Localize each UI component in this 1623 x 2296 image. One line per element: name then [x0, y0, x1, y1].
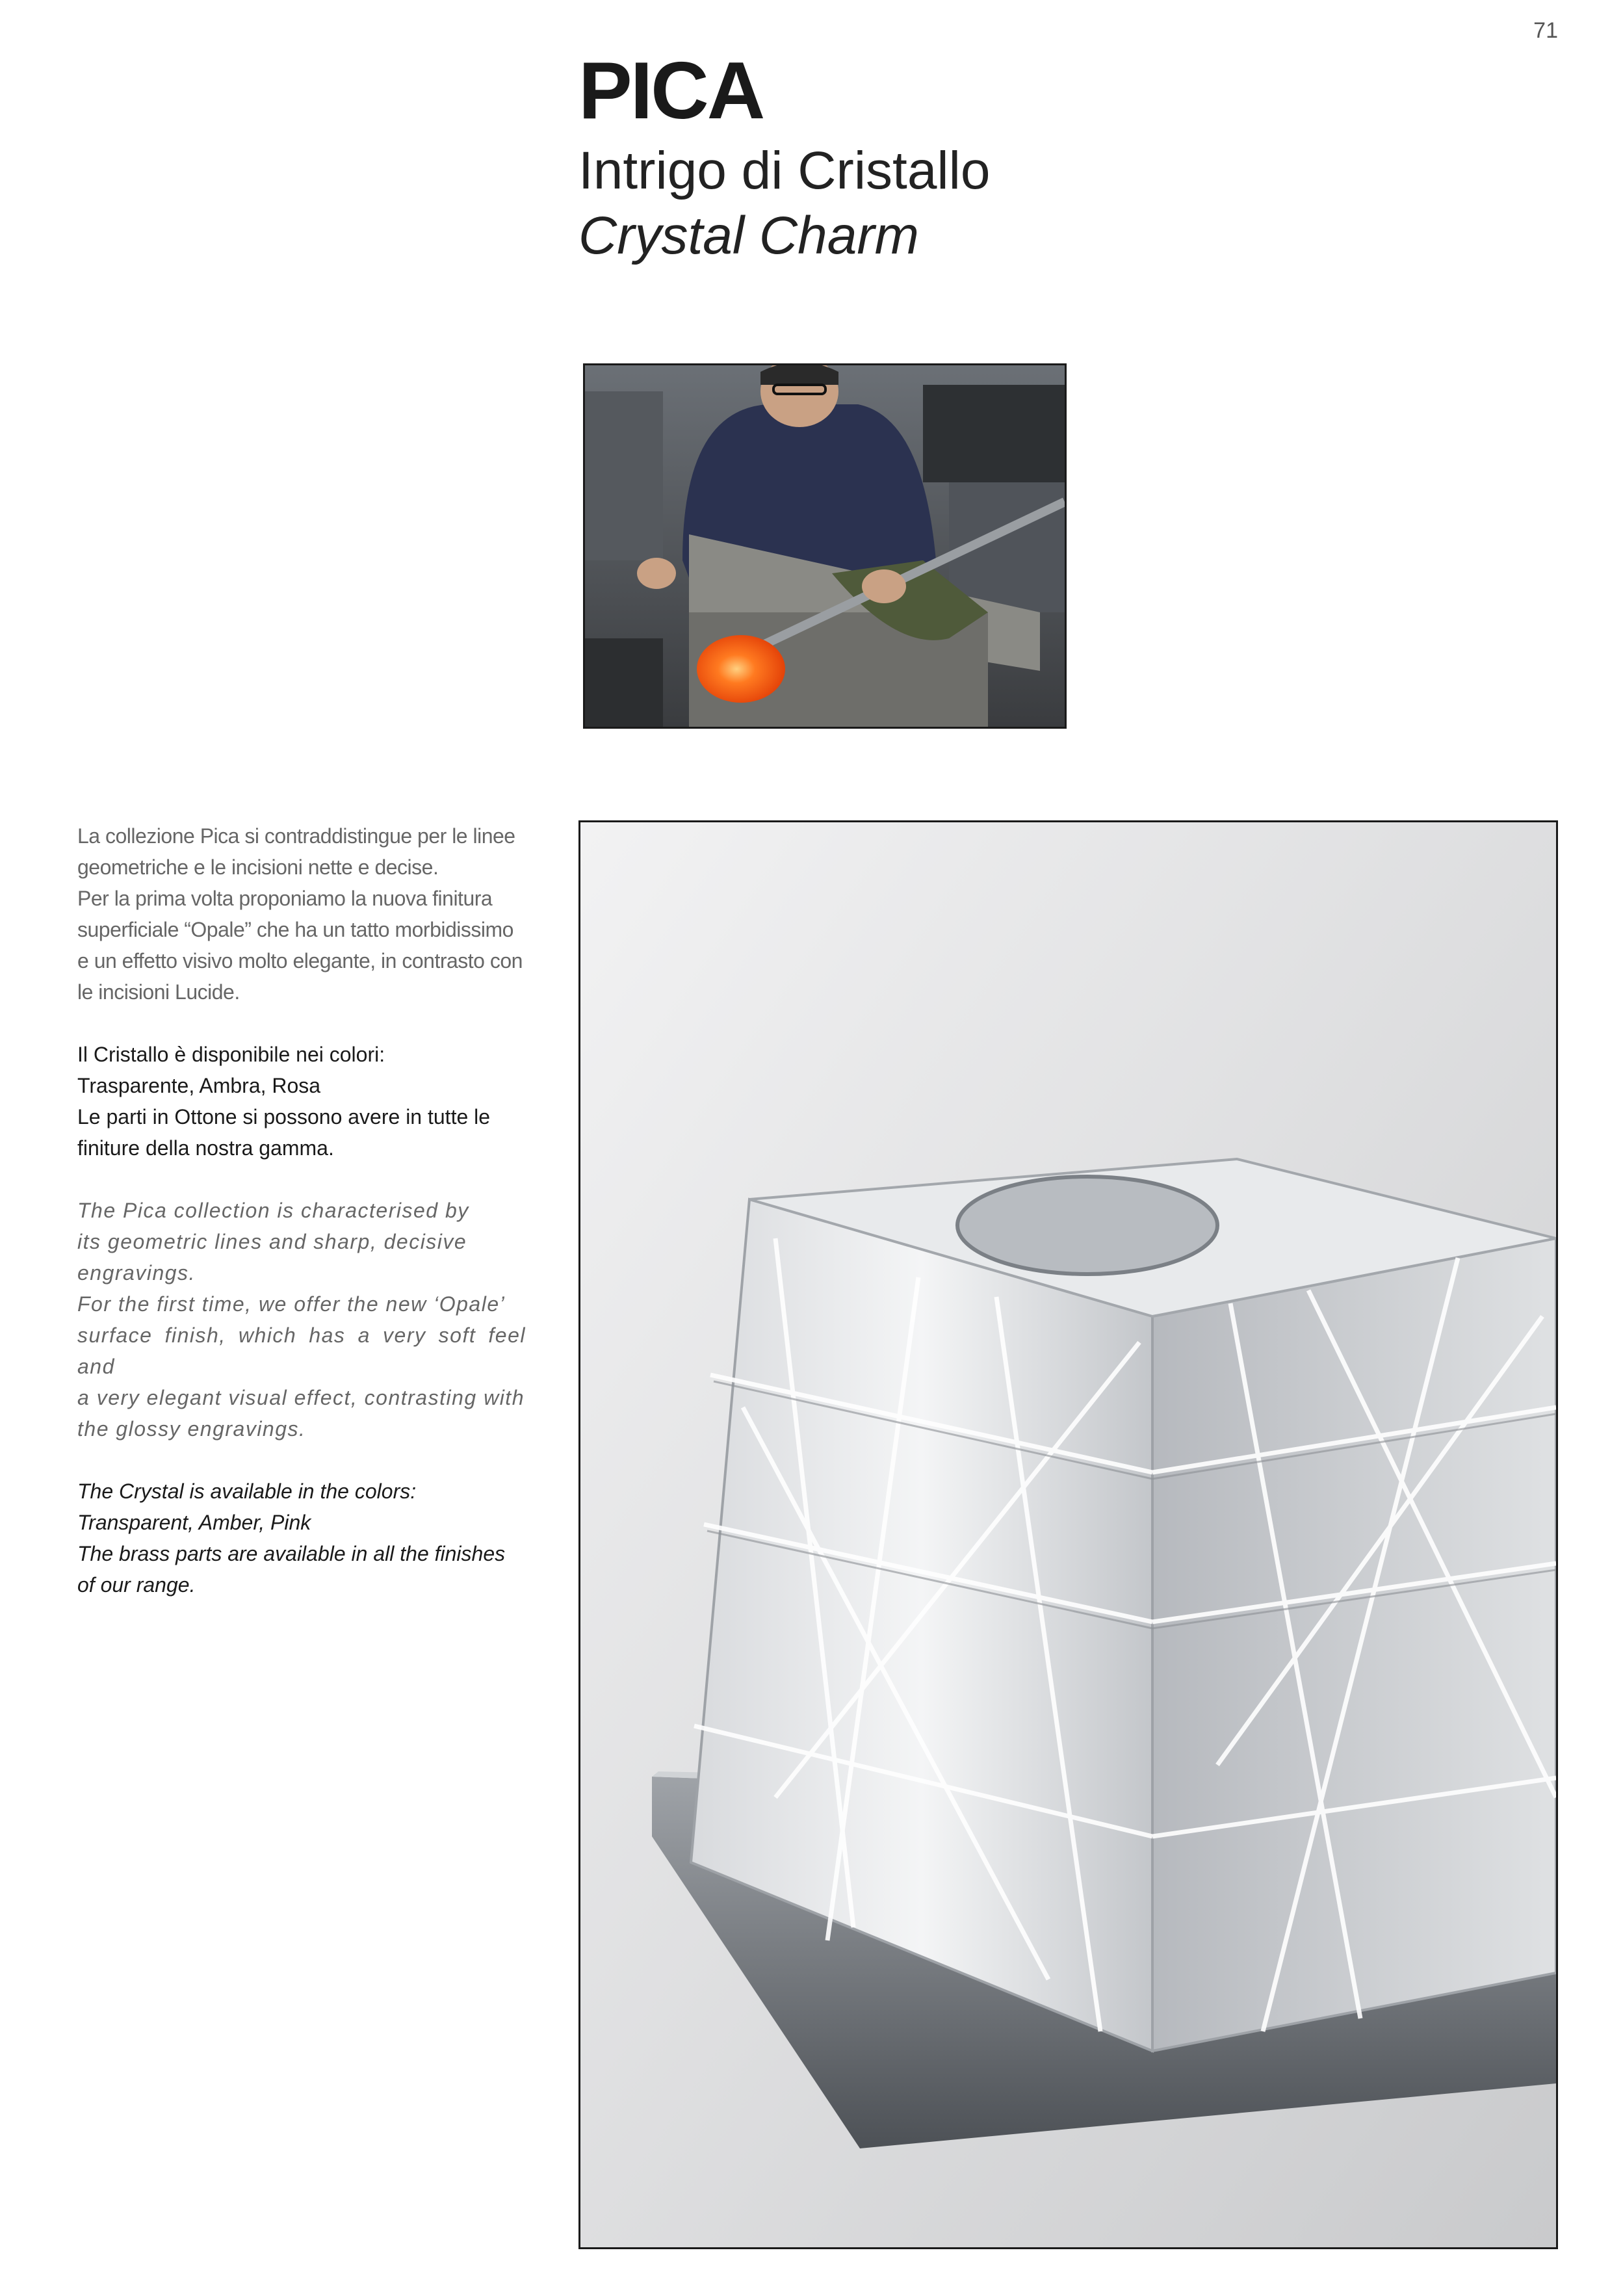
text-line: Per la prima volta proponiamo la nuova finitura	[77, 887, 493, 910]
text-line: The brass parts are available in all the finishes	[77, 1542, 506, 1565]
workshop-floor	[585, 638, 663, 727]
artisan-photo	[583, 363, 1067, 729]
description-english	[77, 1195, 526, 1444]
text-line: The Crystal is available in the colors:	[77, 1480, 417, 1503]
subtitle-english: Crystal Charm	[578, 206, 919, 266]
worker-hand	[862, 569, 906, 603]
text-line: Il Cristallo è disponibile nei colori:	[77, 1043, 385, 1066]
text-line: Trasparente, Ambra, Rosa	[77, 1074, 321, 1097]
availability-english	[77, 1476, 526, 1600]
text-line: Le parti in Ottone si possono avere in tutte le	[77, 1105, 491, 1128]
text-line: of our range.	[77, 1573, 196, 1597]
description-italian	[77, 820, 526, 1008]
product-photo	[578, 820, 1558, 2249]
text-line: Transparent, Amber, Pink	[77, 1511, 311, 1534]
tissue-opening	[957, 1177, 1217, 1274]
availability-italian	[77, 1039, 526, 1164]
glass-side-face	[1152, 1238, 1556, 2051]
text-line: a very elegant visual effect, contrasting with	[77, 1386, 525, 1409]
title-block	[578, 46, 991, 266]
text-line: e un effetto visivo molto elegante, in contrasto con	[77, 949, 523, 972]
workshop-machinery	[923, 385, 1065, 482]
text-line: le incisioni Lucide.	[77, 980, 240, 1004]
text-line: its geometric lines and sharp, decisive	[77, 1230, 467, 1253]
worker-hair	[760, 365, 838, 385]
page-number: 71	[1533, 18, 1558, 43]
text-line: The Pica collection is characterised by	[77, 1199, 469, 1222]
crystal-box-illustration	[580, 822, 1556, 2247]
text-line: engravings.	[77, 1261, 196, 1285]
worker-hand	[637, 558, 676, 589]
text-line: superficiale “Opale” che ha un tatto morbidissimo	[77, 918, 513, 941]
text-line: surface finish, which has a very soft feel and	[77, 1324, 526, 1378]
workshop-machinery	[585, 391, 663, 560]
page-title: PICA	[578, 46, 764, 136]
artisan-illustration	[585, 365, 1065, 727]
text-line: La collezione Pica si contraddistingue per le linee	[77, 824, 515, 848]
molten-glass-glow	[697, 635, 785, 703]
text-line: geometriche e le incisioni nette e decise.	[77, 855, 439, 879]
text-line: For the first time, we offer the new ‘Opale’	[77, 1292, 506, 1316]
subtitle-italian: Intrigo di Cristallo	[578, 141, 991, 200]
text-line: finiture della nostra gamma.	[77, 1136, 334, 1160]
text-column	[77, 820, 526, 1600]
text-line: the glossy engravings.	[77, 1417, 306, 1441]
